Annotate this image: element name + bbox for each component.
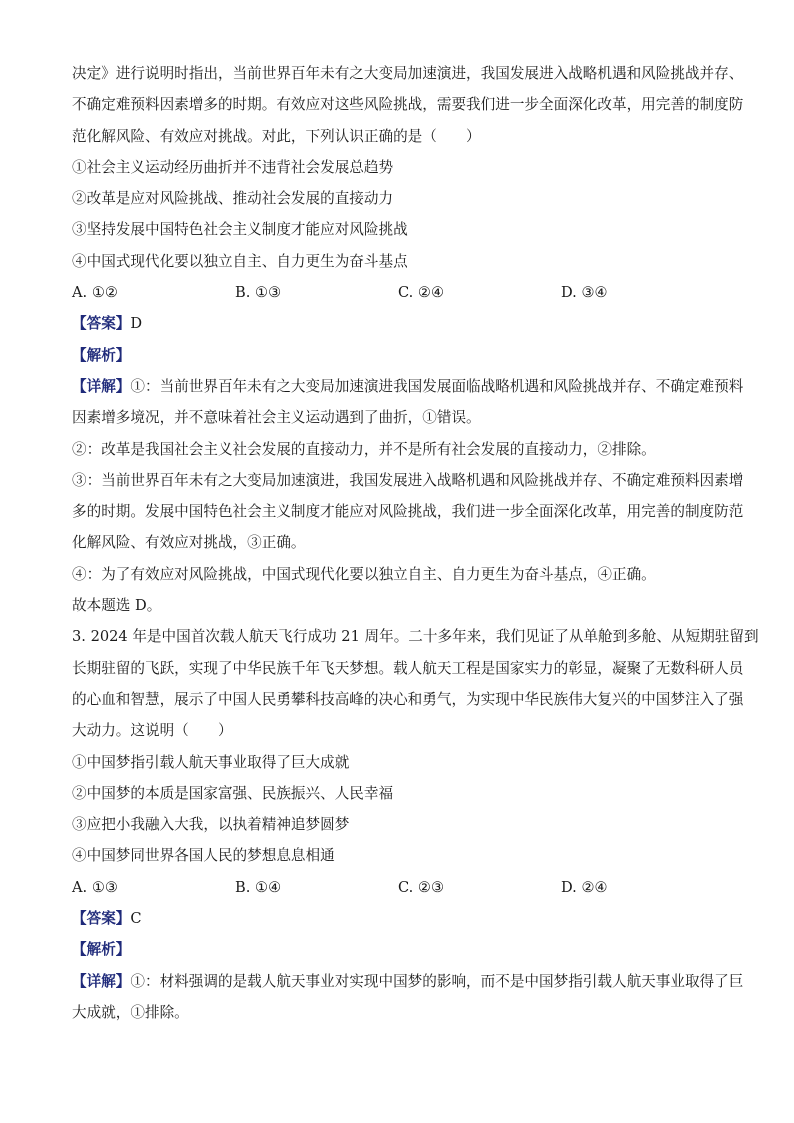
- question-stem-line: 决定》进行说明时指出，当前世界百年未有之大变局加速演进，我国发展进入战略机遇和风险挑战并存、: [72, 65, 744, 82]
- question-stem-line: 3. 2024 年是中国首次载人航天飞行成功 21 周年。二十多年来，我们见证了从单舱到多舱、从短期驻留到: [72, 628, 759, 646]
- answer-line: [72, 907, 724, 938]
- statement: ④中国式现代化要以独立自主、自力更生为奋斗基点: [72, 252, 408, 270]
- option-c: C. ②③: [398, 878, 445, 896]
- option-b: B. ①④: [235, 878, 282, 896]
- statement: ②改革是应对风险挑战、推动社会发展的直接动力: [72, 190, 394, 208]
- question-stem-line: 长期驻留的飞跃，实现了中华民族千年飞天梦想。载人航天工程是国家实力的彰显，凝聚了无数科研人员: [72, 659, 744, 677]
- detail-line: 大成就，①排除。: [72, 1003, 189, 1021]
- analysis-line: [72, 344, 724, 375]
- question-stem-line: 范化解风险、有效应对挑战。对此，下列认识正确的是（ ）: [72, 127, 481, 145]
- answer-tag: 【答案】: [72, 910, 131, 928]
- analysis-tag: 【解析】: [72, 941, 131, 959]
- detail-line: ②：改革是我国社会主义社会发展的直接动力，并不是所有社会发展的直接动力，②排除。: [72, 440, 656, 458]
- option-b: B. ①③: [235, 284, 282, 302]
- answer-options: [72, 876, 724, 907]
- option-a: A. ①③: [72, 878, 118, 896]
- statement: ①中国梦指引载人航天事业取得了巨大成就: [72, 753, 350, 771]
- detail-line: 化解风险、有效应对挑战，③正确。: [72, 534, 306, 552]
- detail-text: ①：当前世界百年未有之大变局加速演进我国发展面临战略机遇和风险挑战并存、不确定难预料: [130, 377, 744, 395]
- detail-tag: 【详解】: [72, 972, 131, 990]
- detail-tag: 【详解】: [72, 377, 131, 395]
- question-stem-line: 的心血和智慧，展示了中国人民勇攀科技高峰的决心和勇气，为实现中华民族伟大复兴的中国梦注入了强: [72, 690, 744, 708]
- answer-value: C: [130, 910, 142, 928]
- statement: ③坚持发展中国特色社会主义制度才能应对风险挑战: [72, 221, 408, 239]
- analysis-line: [72, 938, 724, 969]
- analysis-tag: 【解析】: [72, 346, 131, 364]
- option-d: D. ②④: [561, 878, 608, 896]
- statement: ①社会主义运动经历曲折并不违背社会发展总趋势: [72, 158, 394, 176]
- statement: ④中国梦同世界各国人民的梦想息息相通: [72, 847, 335, 865]
- detail-text: ①：材料强调的是载人航天事业对实现中国梦的影响，而不是中国梦指引载人航天事业取得了巨: [130, 972, 744, 990]
- detail-line: [72, 970, 744, 1001]
- document-page: [72, 62, 759, 1032]
- answer-options: [72, 281, 724, 312]
- statement: ③应把小我融入大我，以执着精神追梦圆梦: [72, 816, 350, 834]
- statement: ②中国梦的本质是国家富强、民族振兴、人民幸福: [72, 784, 394, 802]
- detail-line: ③：当前世界百年未有之大变局加速演进，我国发展进入战略机遇和风险挑战并存、不确定难预料因素增: [72, 471, 744, 489]
- answer-tag: 【答案】: [72, 315, 131, 333]
- detail-line: ④：为了有效应对风险挑战，中国式现代化要以独立自主、自力更生为奋斗基点，④正确。: [72, 565, 656, 583]
- answer-line: [72, 312, 724, 343]
- option-a: A. ①②: [72, 284, 118, 302]
- answer-value: D: [130, 315, 143, 333]
- detail-line: 多的时期。发展中国特色社会主义制度才能应对风险挑战，我们进一步全面深化改革，用完善的制度防范: [72, 503, 744, 521]
- option-d: D. ③④: [561, 284, 608, 302]
- question-stem-line: 大动力。这说明（ ）: [72, 722, 233, 740]
- detail-line: 因素增多境况，并不意味着社会主义运动遇到了曲折，①错误。: [72, 409, 481, 427]
- detail-line: 故本题选 D。: [72, 597, 162, 615]
- option-c: C. ②④: [398, 284, 445, 302]
- question-stem-line: 不确定难预料因素增多的时期。有效应对这些风险挑战，需要我们进一步全面深化改革，用完善的制度防: [72, 96, 744, 114]
- detail-line: [72, 375, 744, 406]
